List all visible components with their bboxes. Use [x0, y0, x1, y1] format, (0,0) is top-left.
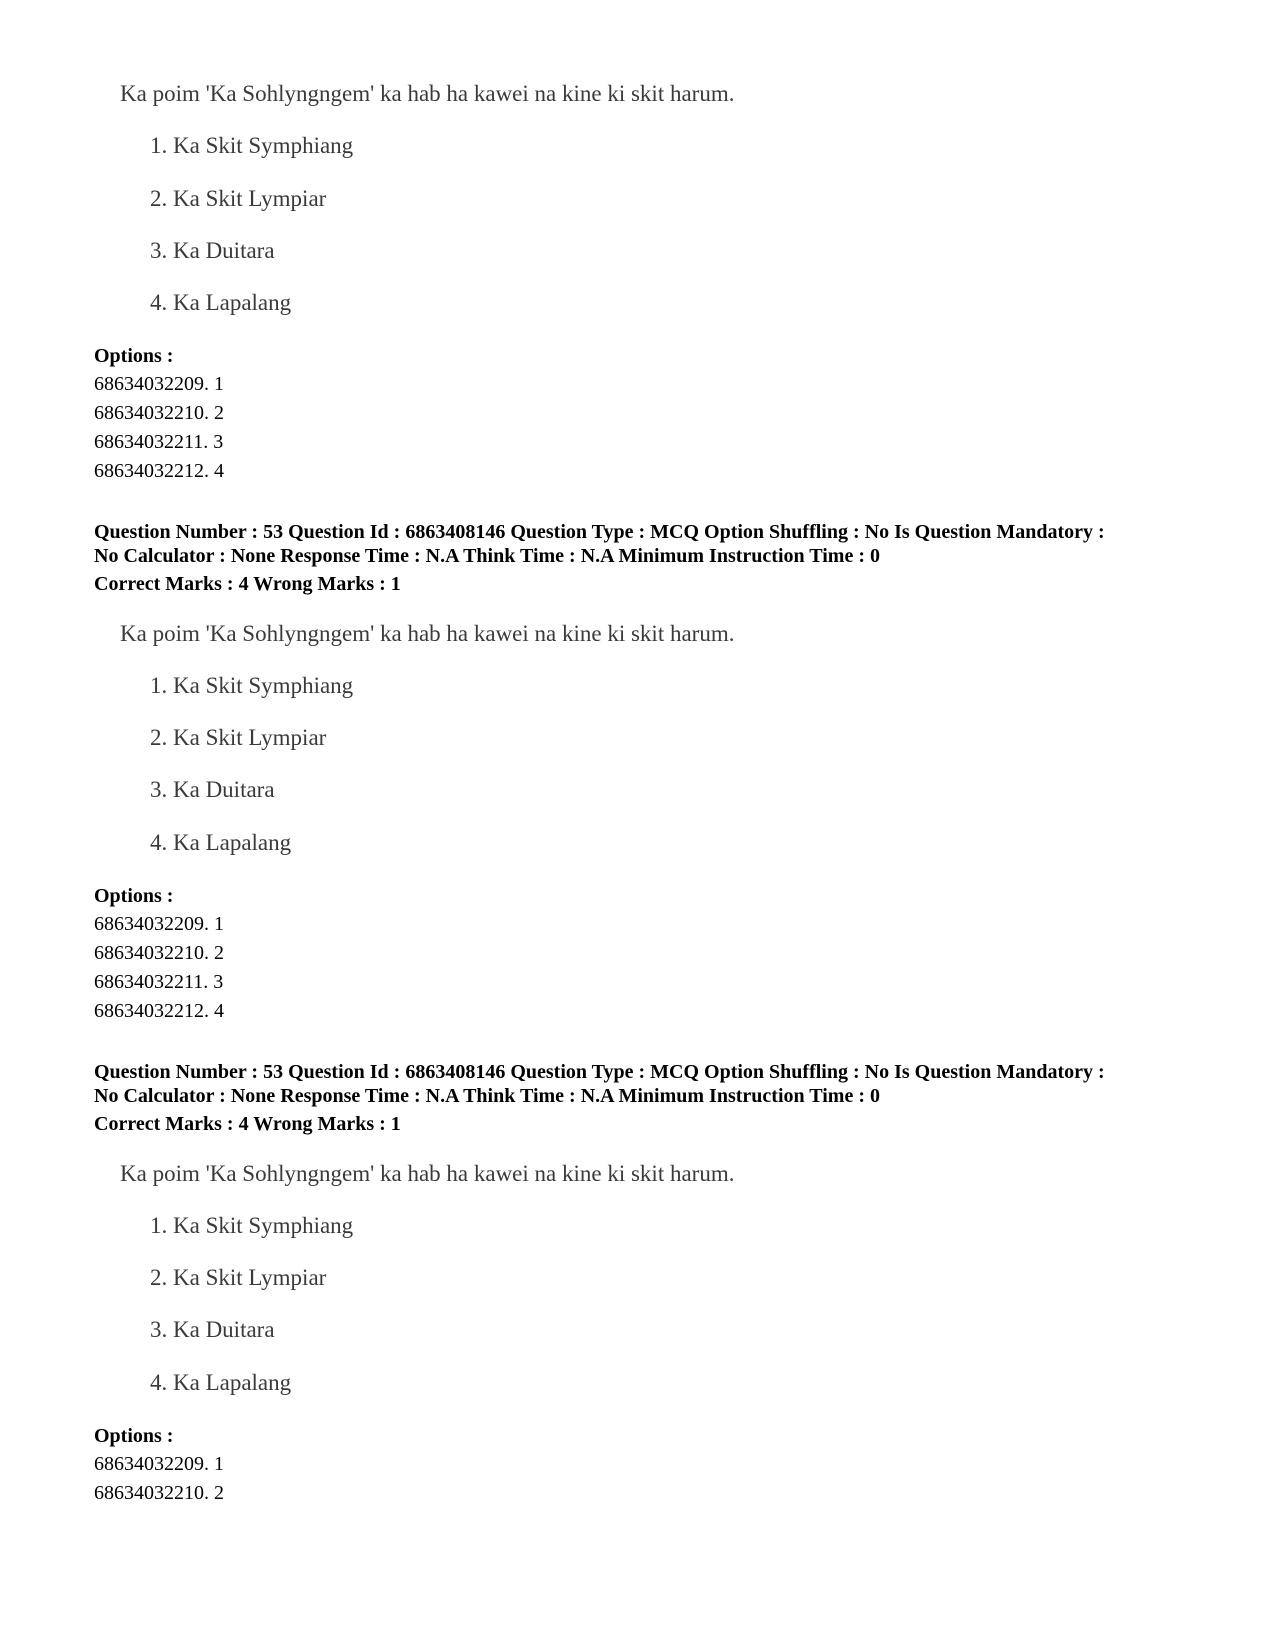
- choice-item: 4. Ka Lapalang: [150, 830, 292, 855]
- choice-item: 3. Ka Duitara: [150, 777, 275, 802]
- question-text: Ka poim 'Ka Sohlyngngem' ka hab ha kawei na kine ki skit harum.: [120, 621, 735, 646]
- option-item: 68634032212. 4: [94, 460, 224, 482]
- options-list: [94, 370, 224, 486]
- options-heading: Options :: [94, 345, 174, 367]
- choice-item: 3. Ka Duitara: [150, 1317, 275, 1342]
- choice-item: 2. Ka Skit Lympiar: [150, 186, 327, 211]
- question-text: Ka poim 'Ka Sohlyngngem' ka hab ha kawei na kine ki skit harum.: [120, 81, 735, 106]
- options-list: [94, 1450, 224, 1508]
- option-item: 68634032209. 1: [94, 913, 224, 935]
- option-item: 68634032210. 2: [94, 402, 224, 424]
- meta-line: Correct Marks : 4 Wrong Marks : 1: [94, 1113, 401, 1135]
- option-item: 68634032210. 2: [94, 942, 224, 964]
- meta-line: No Calculator : None Response Time : N.A Think Time : N.A Minimum Instruction Time : 0: [94, 1085, 880, 1107]
- choice-item: 2. Ka Skit Lympiar: [150, 1265, 327, 1290]
- option-item: 68634032211. 3: [94, 431, 224, 453]
- meta-line: Correct Marks : 4 Wrong Marks : 1: [94, 573, 401, 595]
- options-heading: Options :: [94, 1425, 174, 1447]
- meta-line: No Calculator : None Response Time : N.A Think Time : N.A Minimum Instruction Time : 0: [94, 545, 880, 567]
- option-item: 68634032212. 4: [94, 1000, 224, 1022]
- choice-item: 1. Ka Skit Symphiang: [150, 133, 354, 158]
- choice-item: 4. Ka Lapalang: [150, 1370, 292, 1395]
- option-item: 68634032211. 3: [94, 971, 224, 993]
- question-meta: [94, 1060, 1214, 1136]
- choice-item: 4. Ka Lapalang: [150, 290, 292, 315]
- choice-item: 2. Ka Skit Lympiar: [150, 725, 327, 750]
- option-item: 68634032209. 1: [94, 1453, 224, 1475]
- choice-item: 1. Ka Skit Symphiang: [150, 673, 354, 698]
- choice-item: 3. Ka Duitara: [150, 238, 275, 263]
- question-text: Ka poim 'Ka Sohlyngngem' ka hab ha kawei na kine ki skit harum.: [120, 1161, 735, 1186]
- meta-line: Question Number : 53 Question Id : 6863408146 Question Type : MCQ Option Shuffling : No Is Question Mandatory :: [94, 1061, 1105, 1083]
- meta-line: Question Number : 53 Question Id : 6863408146 Question Type : MCQ Option Shuffling : No Is Question Mandatory :: [94, 521, 1105, 543]
- choice-item: 1. Ka Skit Symphiang: [150, 1213, 354, 1238]
- options-heading: Options :: [94, 885, 174, 907]
- option-item: 68634032210. 2: [94, 1482, 224, 1504]
- options-list: [94, 910, 224, 1026]
- option-item: 68634032209. 1: [94, 373, 224, 395]
- question-meta: [94, 520, 1214, 596]
